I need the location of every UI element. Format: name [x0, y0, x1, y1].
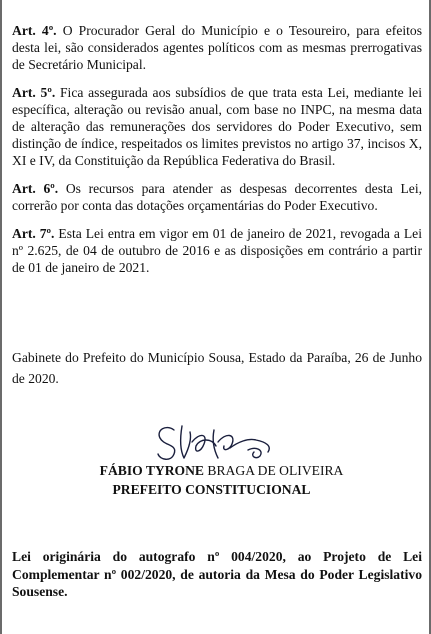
article-label: Art. 6º.: [12, 181, 59, 196]
article-label: Art. 5º.: [12, 85, 56, 100]
article-label: Art. 4º.: [12, 23, 57, 38]
article-4: [12, 22, 422, 73]
signer-title: PREFEITO CONSTITUCIONAL: [112, 482, 311, 497]
article-label: Art. 7º.: [12, 226, 55, 241]
signer-name: [6, 462, 431, 480]
articles-section: [12, 22, 422, 287]
footer-note: Lei originária do autografo nº 004/2020, ao Projeto de Lei Complementar nº 002/2020, de autoria da Mesa do Poder Legislativo Sousense.: [12, 549, 422, 599]
article-7: [12, 225, 422, 276]
article-5: [12, 84, 422, 169]
article-text: Esta Lei entra em vigor em 01 de janeiro de 2021, revogada a Lei nº 2.625, de 04 de outubro de 2016 e as disposições em contrário a partir de 01 de janeiro de 2021.: [12, 226, 422, 275]
article-text: O Procurador Geral do Município e o Tesoureiro, para efeitos desta lei, são considerados agentes políticos com as mesmas prerrogativas de Secretário Municipal.: [12, 23, 422, 72]
article-text: Os recursos para atender as despesas decorrentes desta Lei, correrão por conta das dotações orçamentárias do Poder Executivo.: [12, 181, 422, 213]
handwritten-signature: [152, 420, 282, 468]
signer-name-regular: BRAGA DE OLIVEIRA: [207, 463, 344, 478]
gabinete-statement: Gabinete do Prefeito do Município Sousa, Estado da Paraíba, 26 de Junho de 2020.: [12, 350, 422, 386]
article-text: Fica assegurada aos subsídios de que trata esta Lei, mediante lei específica, alteração ou revisão anual, com base no INPC, na mesma data de alteração das remunerações dos servidores do Poder Executivo, sem distinção de índice, respeitados os limites previstos no artigo 37, incisos X, XI e IV, da Constituição da República Federativa do Brasil.: [12, 85, 422, 168]
article-6: [12, 180, 422, 214]
signer-name-bold: FÁBIO TYRONE: [99, 463, 205, 478]
